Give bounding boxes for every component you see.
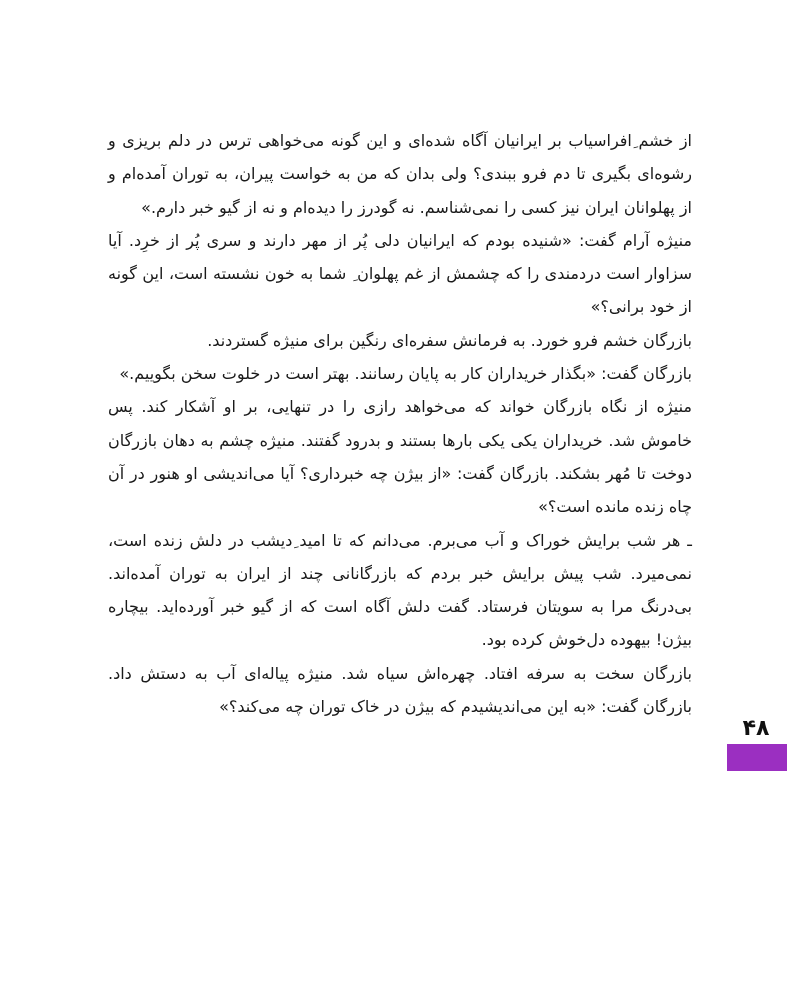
paragraph-1: از خشم ِافراسیاب بر ایرانیان آگاه شده‌ای و این گونه می‌خواهی ترس در دلم بریزی و رشوه‌ای بگیری تا دم فرو ببندی؟ ولی بدان که من به خواست پیران، به توران آمده‌ام و از پهلوانان ایران نیز کسی را نمی‌شناسم. نه گودرز را دیده‌ام و نه از گیو خبر دارم.»: [108, 131, 692, 217]
paragraph-2: منیژه آرام گفت: «شنیده بودم که ایرانیان دلی پُر از مهر دارند و سری پُر از خرِد. آیا سزاوار است دردمندی را که چشمش از غم پهلوان ِ شما به خون نشسته است، این گونه از خود برانی؟»: [108, 230, 692, 317]
paragraph-3: بازرگان خشم فرو خورد. به فرمانش سفره‌ای رنگین برای منیژه گستردند.: [207, 330, 692, 350]
page-tab-marker: [727, 744, 787, 771]
paragraph-5: منیژه از نگاه بازرگان خواند که می‌خواهد رازی را در تنهایی، بر او آشکار کند. پس خاموش شد. خریداران یکی یکی بارها بستند و بدرود گفتند. منیژه چشم به دهان بازرگان دوخت تا مُهر بشکند. بازرگان گفت: «از بیژن چه خبرداری؟ آیا می‌اندیشی او هنور در آن چاه زنده مانده است؟»: [108, 397, 692, 517]
paragraph-4: بازرگان گفت: «بگذار خریداران کار به پایان رسانند. بهتر است در خلوت سخن بگوییم.»: [119, 364, 692, 384]
book-text: [108, 124, 692, 723]
paragraph-6: ـ هر شب برایش خوراک و آب می‌برم. می‌دانم که تا امید ِدیشب در دلش زنده است، نمی‌میرد. شب پیش برایش خبر بردم که بازرگانانی چند از ایران به توران آمده‌اند. بی‌درنگ مرا به سویتان فرستاد. گفت دلش آگاه است که از گیو خبر آورده‌اید. بیچاره بیژن! بیهوده دل‌خوش کرده بود.: [108, 530, 692, 650]
paragraph-7: بازرگان سخت به سرفه افتاد. چهره‌اش سیاه شد. منیژه پیاله‌ای آب به دستش داد. بازرگان گفت: «به این می‌اندیشیدم که بیژن در خاک توران چه می‌کند؟»: [108, 663, 692, 717]
page-number: ۴۸: [742, 716, 770, 741]
